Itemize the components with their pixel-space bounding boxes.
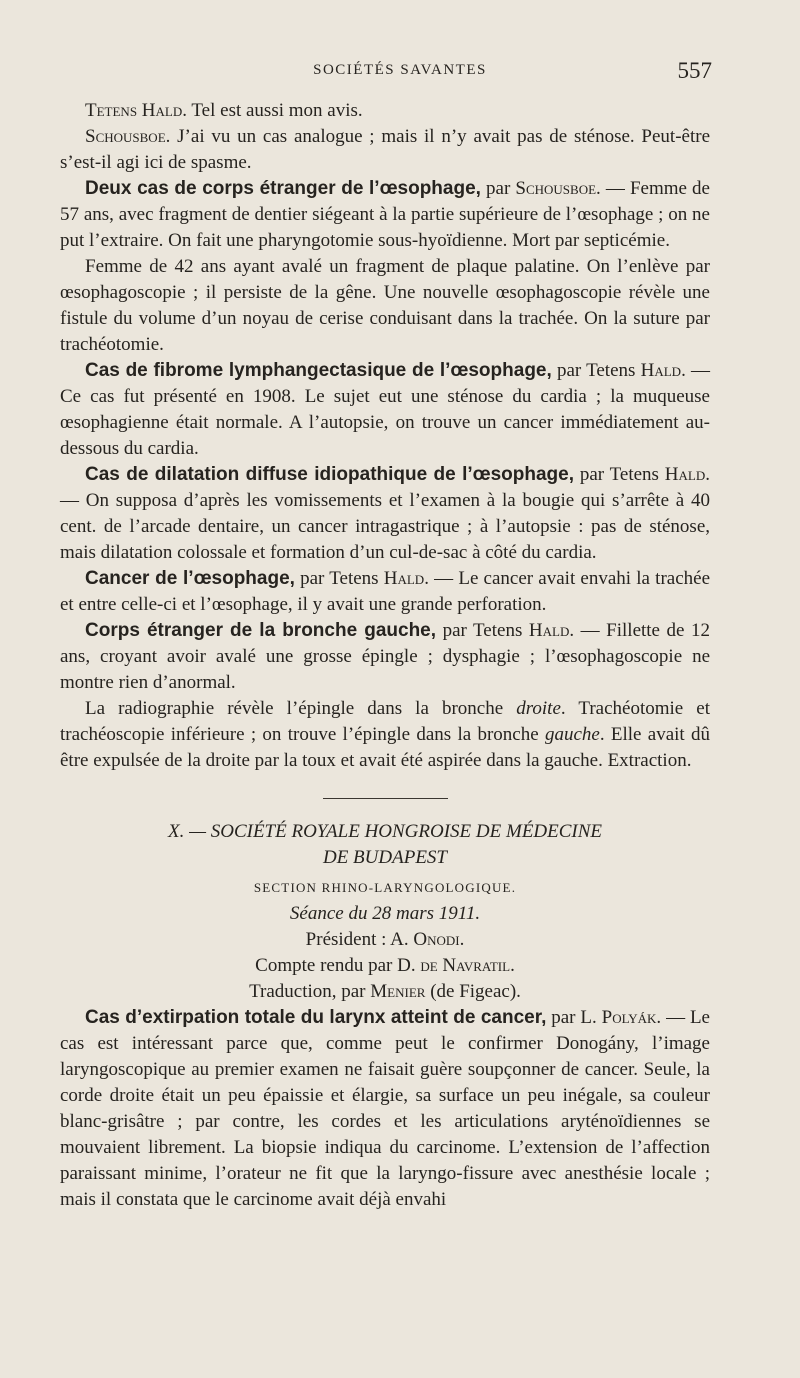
label-text: Traduction, par <box>249 981 371 1002</box>
label-text: Compte rendu par D. <box>255 955 421 976</box>
paragraph-text: . — Fillette de 12 ans, croyant avoir avalé une grosse épingle ; dysphagie ; l’œsophagoscopie ne montre rien d’anormal. <box>60 620 710 693</box>
label-text: Président : A. <box>305 929 414 950</box>
section-title-line: X. — SOCIÉTÉ ROYALE HONGROISE DE MÉDECINE <box>167 821 603 842</box>
paragraph-text: par Tetens <box>294 568 384 589</box>
translator-name: Menier <box>370 981 426 1002</box>
paragraph-text: La radiographie révèle l’épingle dans la bronche <box>85 698 517 719</box>
paragraph <box>60 696 710 774</box>
italic-word: droite <box>516 698 561 719</box>
paragraph-text: . Tel est aussi mon avis. <box>182 100 363 121</box>
page-number: 557 <box>677 58 712 83</box>
running-title: SOCIÉTÉS SAVANTES <box>313 62 487 78</box>
author-name: Hald <box>640 360 682 381</box>
paragraph <box>60 176 710 254</box>
paragraph-text: par Tetens <box>551 360 641 381</box>
paragraph-text: . Trachéotomie et trachéoscopie inférieure ; on trouve l’épingle dans la bronche <box>60 698 711 745</box>
paragraph <box>60 1005 710 1213</box>
author-name: Schousboe <box>85 126 166 147</box>
paragraph-text: . — Ce cas fut présenté en 1908. Le sujet eut une sténose du cardia ; la muqueuse œsophagienne était normale. A l’autopsie, on trouve un cancer immédiatement au-dessous du cardia. <box>60 360 711 459</box>
paragraph: Femme de 42 ans ayant avalé un fragment de plaque palatine. On l’enlève par œsophagoscopie ; il persiste de la gêne. Une nouvelle œsophagoscopie révèle une fistule du volume d’un noyau de cerise conduisant dans la trachée. On la suture par trachéotomie. <box>60 256 710 355</box>
paragraph-text: . Elle avait dû être expulsée de la droite par la toux et avait été aspirée dans la gauche. Extraction. <box>60 724 710 771</box>
president-line <box>60 927 710 953</box>
subsection-title: SECTION RHINO-LARYNGOLOGIQUE. <box>253 880 517 895</box>
president-name: Onodi <box>413 929 460 950</box>
session-date: Séance du 28 mars 1911. <box>289 903 481 924</box>
case-heading: Cas de dilatation diffuse idiopathique de l’œsophage, <box>85 464 575 485</box>
author-name: Hald <box>664 464 706 485</box>
label-text: . <box>510 955 515 976</box>
paragraph <box>60 98 710 124</box>
case-heading: Deux cas de corps étranger de l’œsophage, <box>85 178 481 199</box>
page-header <box>0 58 800 88</box>
author-name: Tetens Hald <box>85 100 183 121</box>
author-name: Hald <box>383 568 425 589</box>
case-heading: Cas d’extirpation totale du larynx atteint de cancer, <box>85 1007 547 1028</box>
paragraph <box>60 358 710 462</box>
paragraph-text: . — On supposa d’après les vomissements et l’examen à la bougie qui s’arrête à 40 cent. de l’arcade dentaire, un cancer intragastrique ; à l’autopsie : pas de sténose, mais dilatation colossale et formation d’un cul-de-sac à côté du cardia. <box>60 464 710 563</box>
report-line <box>60 953 710 979</box>
case-heading: Corps étranger de la bronche gauche, <box>85 620 437 641</box>
paragraph <box>60 566 710 618</box>
reporter-name: de Navratil <box>420 955 511 976</box>
paragraph <box>60 124 710 176</box>
paragraph <box>60 462 710 566</box>
paragraph-text: par L. <box>546 1007 602 1028</box>
case-heading: Cancer de l’œsophage, <box>85 568 295 589</box>
author-name: Polyák <box>601 1007 657 1028</box>
section-divider <box>323 798 448 799</box>
label-text: . <box>459 929 465 950</box>
author-name: Hald <box>528 620 570 641</box>
paragraph-text: . J’ai vu un cas analogue ; mais il n’y avait pas de sténose. Peut-être s’est-il agi ici de spasme. <box>60 126 710 173</box>
section-title-line: DE BUDAPEST <box>322 847 447 868</box>
label-text: (de Figeac). <box>425 981 521 1002</box>
paragraph-text: par Tetens <box>436 620 529 641</box>
author-name: Schousboe <box>515 178 597 199</box>
paragraph-text: . — Le cancer avait envahi la trachée et entre celle-ci et l’œsophage, il y avait une grande perforation. <box>60 568 711 615</box>
paragraph-text: par Tetens <box>574 464 665 485</box>
translation-line <box>60 979 710 1005</box>
paragraph-text: . — Le cas est intéressant parce que, comme peut le confirmer Donogány, l’image laryngoscopique au premier examen ne faisait guère soupçonner de cancer. Seule, la corde droite était un peu épaissie et élargie, sa surface un peu inégale, sa couleur blanc-grisâtre ; par contre, les cordes et les articulations aryténoïdiennes se mouvaient librement. La biopsie indiqua du carcinome. L’extension de l’affection paraissant minime, l’orateur ne fit que la laryngo-fissure avec anesthésie locale ; mais il constata que le carcinome avait déjà envahi <box>60 1007 710 1210</box>
body-text <box>60 98 710 1213</box>
paragraph <box>60 618 710 696</box>
paragraph-text: . — Femme de 57 ans, avec fragment de dentier siégeant à la partie supérieure de l’œsophage ; on ne put l’extraire. On fait une pharyngotomie sous-hyoïdienne. Mort par septicémie. <box>60 178 710 251</box>
case-heading: Cas de fibrome lymphangectasique de l’œsophage, <box>85 360 552 381</box>
italic-word: gauche <box>544 724 600 745</box>
paragraph-text: par <box>480 178 516 199</box>
section-title <box>60 819 710 871</box>
